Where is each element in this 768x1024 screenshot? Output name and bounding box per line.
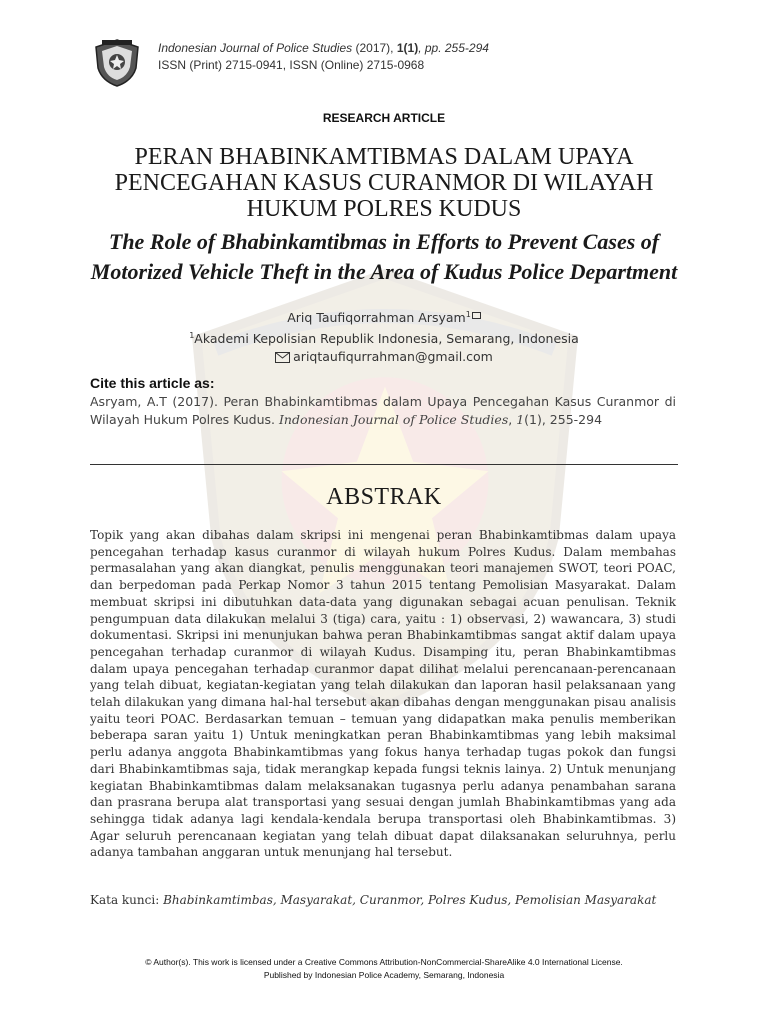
- author-name-line: [90, 306, 678, 327]
- author-email-line: [90, 348, 678, 366]
- corresponding-author-icon: [472, 312, 481, 319]
- journal-name: Indonesian Journal of Police Studies: [158, 41, 353, 55]
- journal-issue: 1(1): [396, 41, 419, 55]
- citation-rest: (1), 255-294: [524, 411, 603, 427]
- cite-heading: Cite this article as:: [90, 375, 215, 391]
- keywords-line: [90, 893, 678, 907]
- publisher-text: Published by Indonesian Police Academy, Semarang, Indonesia: [263, 970, 505, 980]
- section-divider: [90, 464, 678, 465]
- police-academy-seal-icon: [92, 38, 142, 88]
- author-affiliation: Akademi Kepolisian Republik Indonesia, Semarang, Indonesia: [194, 331, 579, 347]
- author-block: [90, 306, 678, 366]
- article-type-label: RESEARCH ARTICLE: [322, 111, 446, 125]
- journal-citation-line: [158, 41, 489, 55]
- citation-journal: Indonesian Journal of Police Studies: [278, 411, 509, 427]
- author-affiliation-line: [90, 327, 678, 348]
- envelope-icon: [275, 352, 290, 363]
- journal-pages: , pp. 255-294: [418, 41, 489, 55]
- author-email-link[interactable]: ariqtaufiqurrahman@gmail.com: [293, 349, 493, 365]
- journal-year: (2017),: [352, 41, 397, 55]
- journal-header: [92, 38, 692, 88]
- author-name: Ariq Taufiqorrahman Arsyam: [287, 310, 466, 326]
- abstract-body: Topik yang akan dibahas dalam skripsi ini mengenai peran Bhabinkamtibmas dalam upaya pencegahan terhadap kasus curanmor di wilayah hukum Polres Kudus. Dalam membahas permasalahan yang akan diangkat, penulis menggunakan teori manajemen SWOT, teori POAC, dan berpedoman pada Perkap Nomor 3 tahun 2015 tentang Pemolisian Masyarakat. Dalam membuat skripsi ini dibutuhkan data-data yang digunakan sebagai acuan penulisan. Teknik pengumpuan data dilakukan melalui 3 (tiga) cara, yaitu : 1) observasi, 2) wawancara, 3) studi dokumentasi. Skripsi ini menunjukan bahwa peran Bhabinkamtibmas sangat aktif dalam upaya pencegahan terhadap curanmor di wilayah Kudus. Disamping itu, peran Bhabinkamtibmas dalam upaya pencegahan terhadap curanmor dapat dilihat melalui perencanaan-perencanaan yang telah dibuat, kegiatan-kegiatan yang telah dilakukan dan laporan hasil pelaksanaan yang telah dilakukan yang dimana hal-hal tersebut akan dibahas dengan menggunakan pisau analisis yaitu teori POAC. Berdasarkan temuan – temuan yang didapatkan maka penulis memberikan beberapa saran yaitu 1) Untuk meningkatkan peran Bhabinkamtibmas yang lebih maksimal perlu adanya anggota Bhabinkamtibmas yang fokus hanya terhadap tugas pokok dan fungsi dari Bhabinkamtibmas saja, tidak merangkap kepada fungsi teknis lainya. 2) Untuk menunjang kegiatan Bhabinkamtibmas dalam melaksanakan tugasnya perlu adanya penambahan sarana dan prasrana berupa alat transportasi yang sesuai dengan jumlah Bhabinkamtibmas yang ada sehingga tidak adanya lagi kendala-kendala berupa transportasi oleh Bhabinkamtibmas. 3) Agar seluruh perencanaan kegiatan yang telah dibuat dapat dilaksanakan seluruhnya, perlu adanya tambahan anggaran untuk menunjang hal tersebut.: [90, 528, 676, 860]
- citation-volume: 1: [516, 411, 525, 427]
- abstract-heading: ABSTRAK: [326, 484, 442, 510]
- author-affiliation-marker: 1: [465, 310, 471, 319]
- page-footer: [0, 956, 768, 982]
- license-text[interactable]: © Author(s). This work is licensed under a Creative Commons Attribution-NonCommercial-ShareAlike 4.0 International License.: [145, 957, 623, 967]
- article-title-indonesian: PERAN BHABINKAMTIBMAS DALAM UPAYA PENCEGAHAN KASUS CURANMOR DI WILAYAH HUKUM POLRES KUDUS: [114, 144, 654, 222]
- citation-text: [90, 393, 676, 428]
- keywords-label: Kata kunci:: [90, 893, 164, 907]
- affiliation-marker: 1: [189, 331, 195, 341]
- article-title-english: The Role of Bhabinkamtibmas in Efforts to Prevent Cases of Motorized Vehicle Theft in the Area of Kudus Police Department: [90, 229, 678, 284]
- keywords-values: Bhabinkamtimbas, Masyarakat, Curanmor, Polres Kudus, Pemolisian Masyarakat: [163, 893, 657, 907]
- citation-separator: ,: [508, 411, 517, 427]
- citation-main: Asryam, A.T (2017). Peran Bhabinkamtibmas dalam Upaya Pencegahan Kasus Curanmor di Wilayah Hukum Polres Kudus.: [90, 394, 676, 427]
- journal-issn: ISSN (Print) 2715-0941, ISSN (Online) 2715-0968: [158, 58, 425, 72]
